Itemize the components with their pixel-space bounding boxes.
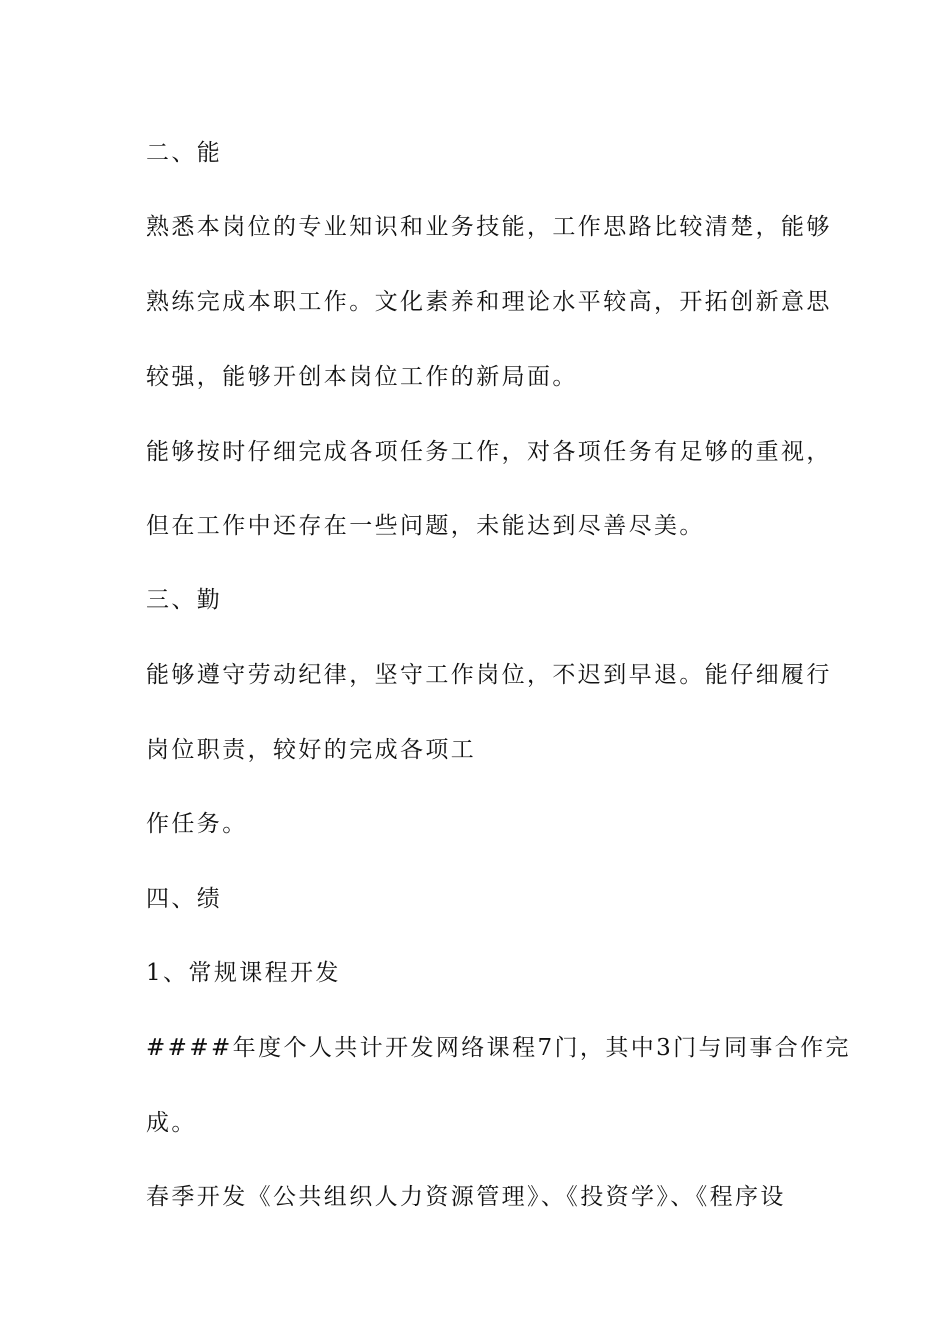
section-heading-diligence: 三、勤 [146, 587, 223, 613]
paragraph-line: 春季开发《公共组织人力资源管理》、《投资学》、《程序设 [146, 1184, 786, 1210]
section-heading-performance: 四、绩 [146, 886, 223, 912]
paragraph-line: 能够遵守劳动纪律，坚守工作岗位，不迟到早退。能仔细履行 [146, 662, 832, 688]
subsection-heading: 1、常规课程开发 [146, 960, 341, 986]
paragraph-line: 熟练完成本职工作。文化素养和理论水平较高，开拓创新意思 [146, 289, 832, 315]
paragraph-line: 较强，能够开创本岗位工作的新局面。 [146, 364, 578, 390]
paragraph-line: 作任务。 [146, 811, 248, 837]
paragraph-line: ####年度个人共计开发网络课程7门，其中3门与同事合作完 [146, 1035, 851, 1061]
paragraph-line: 能够按时仔细完成各项任务工作，对各项任务有足够的重视， [146, 439, 832, 465]
paragraph-line: 熟悉本岗位的专业知识和业务技能，工作思路比较清楚，能够 [146, 214, 832, 240]
section-heading-ability: 二、能 [146, 140, 223, 166]
paragraph-line: 成。 [146, 1110, 197, 1136]
paragraph-line: 但在工作中还存在一些问题，未能达到尽善尽美。 [146, 513, 705, 539]
paragraph-line: 岗位职责，较好的完成各项工 [146, 737, 477, 763]
